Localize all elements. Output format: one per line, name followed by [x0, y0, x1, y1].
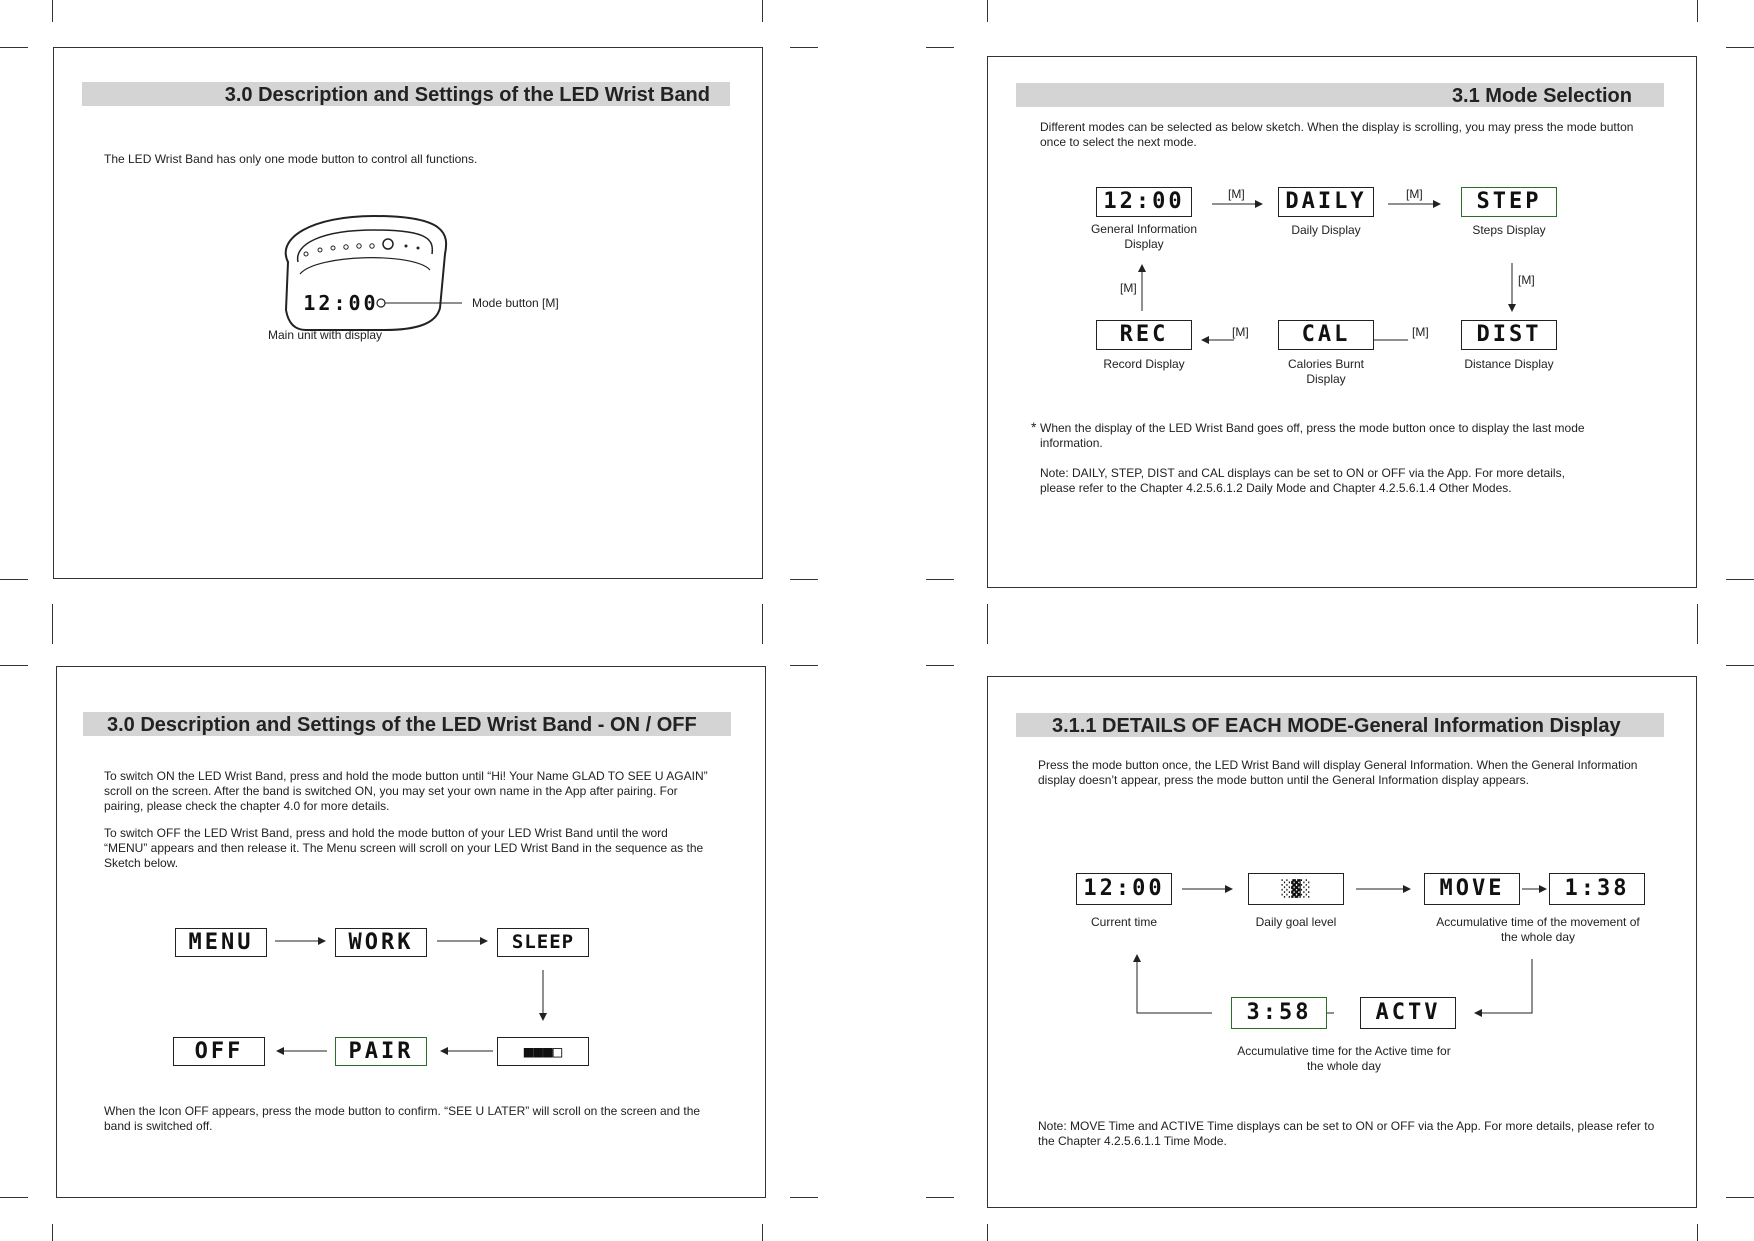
led-menu: MENU [175, 928, 267, 957]
band-screen: 12:00 [303, 291, 379, 315]
label-move-time: Accumulative time of the movement of the whole day [1436, 915, 1640, 944]
star-mark: * [1031, 419, 1037, 435]
label-daily: Daily Display [1291, 223, 1361, 237]
led-distance: DIST [1461, 320, 1557, 350]
label-steps: Steps Display [1472, 223, 1546, 237]
label-general: General Information Display [1090, 222, 1198, 251]
led-pair: PAIR [335, 1037, 427, 1066]
led-record: REC [1096, 320, 1192, 350]
label-current-time: Current time [1090, 915, 1158, 929]
m-tag: [M] [1232, 325, 1249, 339]
label-record: Record Display [1103, 357, 1185, 371]
m-tag: [M] [1228, 187, 1245, 201]
m-tag: [M] [1412, 325, 1429, 339]
page-4 [987, 676, 1697, 1208]
led-off: OFF [173, 1037, 265, 1066]
intro-text: Press the mode button once, the LED Wrist Band will display General Information. When the General Information display doesn’t appear, press the mode button until the General Information display appears. [1038, 758, 1638, 787]
page-3 [56, 666, 766, 1198]
page-1 [53, 47, 763, 579]
star-note: When the display of the LED Wrist Band goes off, press the mode button once to display the last mode information. [1040, 421, 1585, 450]
m-tag: [M] [1518, 273, 1535, 287]
wrist-band-illustration [54, 48, 764, 580]
led-calories: CAL [1278, 320, 1374, 350]
m-tag: [M] [1406, 187, 1423, 201]
led-move: MOVE [1424, 873, 1520, 905]
led-sleep: SLEEP [497, 928, 589, 957]
switch-off-text: To switch OFF the LED Wrist Band, press and hold the mode button of your LED Wrist Band until the word “MENU” appears and then release it. The Menu screen will scroll on your LED Wrist Band in the sequence as the Sketch below. [104, 826, 704, 870]
intro-text: The LED Wrist Band has only one mode button to control all functions. [104, 152, 478, 166]
label-active-time: Accumulative time for the Active time for the whole day [1237, 1044, 1451, 1073]
m-tag: [M] [1120, 281, 1137, 295]
led-active: ACTV [1360, 997, 1456, 1029]
intro-text: Different modes can be selected as below sketch. When the display is scrolling, you may press the mode button once to select the next mode. [1040, 120, 1634, 149]
led-goal-level: ░▓░ [1248, 873, 1344, 905]
led-battery: ■■■□ [497, 1037, 589, 1066]
main-unit-label: Main unit with display [268, 328, 383, 342]
led-steps: STEP [1461, 187, 1557, 217]
page-title: 3.1 Mode Selection [1451, 85, 1632, 107]
page-title: 3.0 Description and Settings of the LED Wrist Band [224, 84, 710, 106]
page-title: 3.0 Description and Settings of the LED Wrist Band - ON / OFF [107, 714, 697, 736]
note-text: Note: MOVE Time and ACTIVE Time displays can be set to ON or OFF via the App. For more details, please refer to the Chapter 4.2.5.6.1.1 Time Mode. [1038, 1119, 1655, 1148]
label-goal-level: Daily goal level [1255, 915, 1337, 929]
page-2 [987, 56, 1697, 588]
led-move-time: 1:38 [1549, 873, 1645, 905]
page-title: 3.1.1 DETAILS OF EACH MODE-General Information Display [1052, 715, 1621, 737]
led-current-time: 12:00 [1076, 873, 1172, 905]
switch-on-text: To switch ON the LED Wrist Band, press and hold the mode button until “Hi! Your Name GLAD TO SEE U AGAIN” scroll on the screen. After the band is switched ON, you may set your own name in the App after pairing. For pairing, please check the chapter 4.0 for more details. [104, 769, 708, 813]
note-text: Note: DAILY, STEP, DIST and CAL displays can be set to ON or OFF via the App. For more details, please refer to the Chapter 4.2.5.6.1.2 Daily Mode and Chapter 4.2.5.6.1.4 Other Modes. [1040, 466, 1565, 495]
label-calories: Calories Burnt Display [1287, 357, 1365, 386]
label-distance: Distance Display [1464, 357, 1554, 371]
led-work: WORK [335, 928, 427, 957]
led-active-time: 3:58 [1231, 997, 1327, 1029]
mode-button-label: Mode button [M] [472, 296, 559, 310]
led-general: 12:00 [1096, 187, 1192, 217]
led-daily: DAILY [1278, 187, 1374, 217]
switch-off-confirm-text: When the Icon OFF appears, press the mode button to confirm. “SEE U LATER” will scroll on the screen and the band is switched off. [104, 1104, 701, 1133]
